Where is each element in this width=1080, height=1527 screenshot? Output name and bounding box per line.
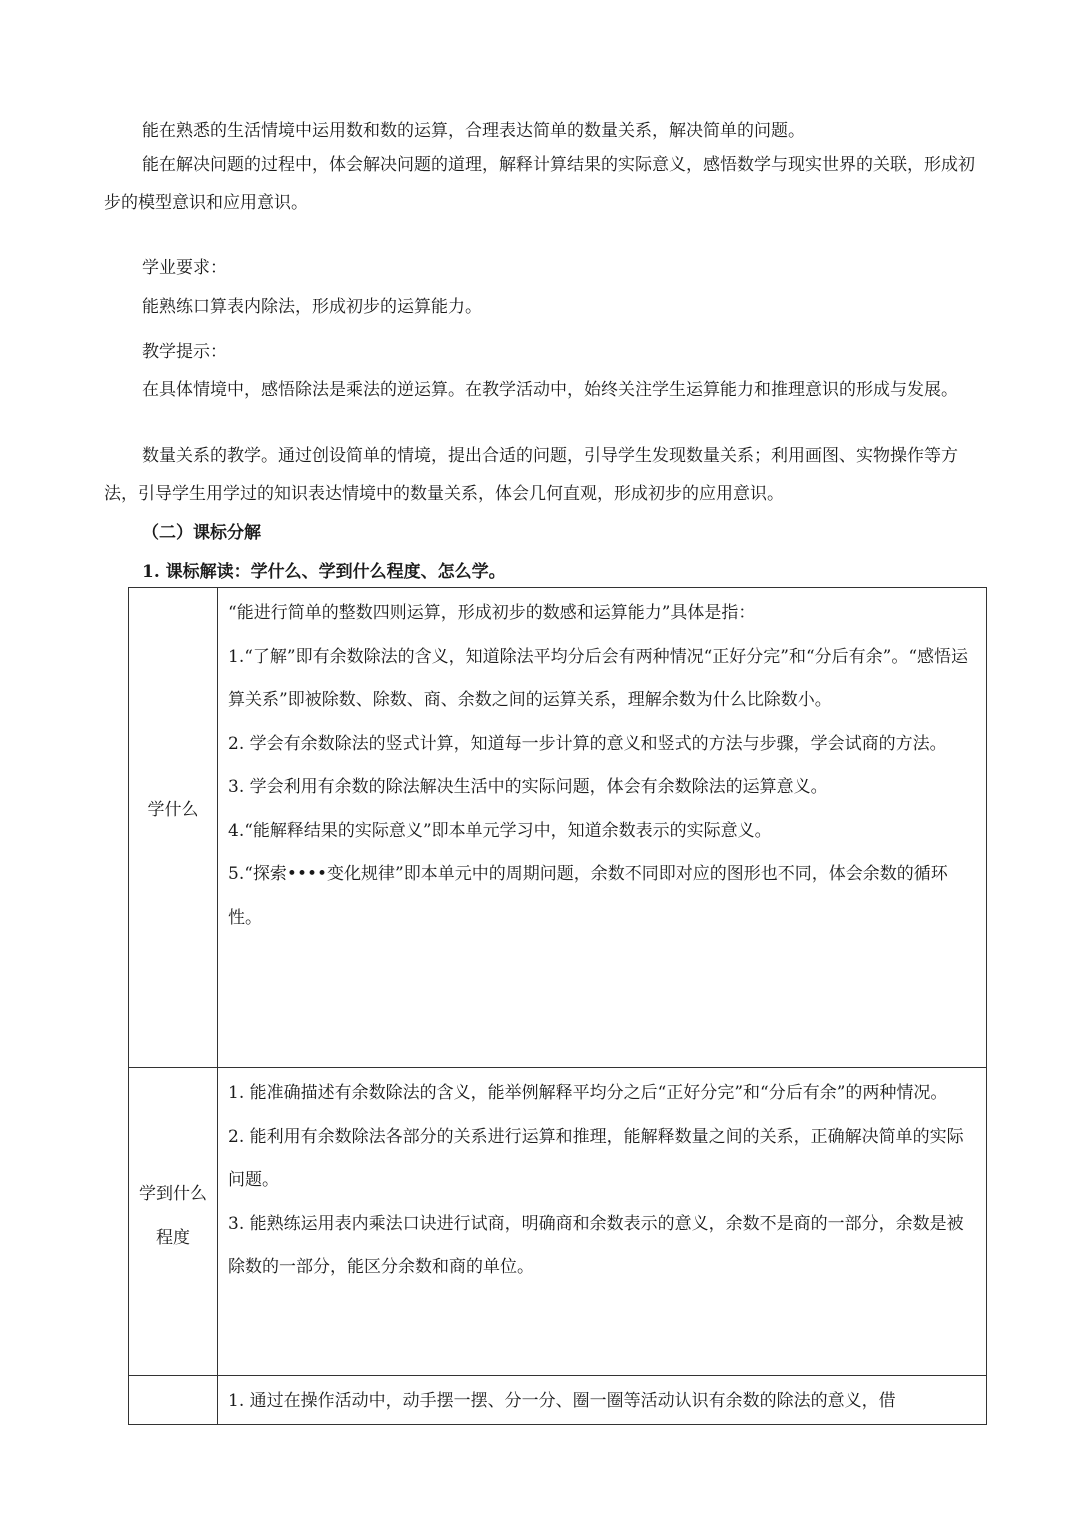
section-heading: （二）课标分解 xyxy=(142,523,261,543)
row-label-cell xyxy=(129,1376,218,1425)
teaching-tips-paragraph-1: 在具体情境中，感悟除法是乘法的逆运算。在教学活动中，始终关注学生运算能力和推理意识的形成与发展。 xyxy=(142,380,958,400)
content-line: 3. 能熟练运用表内乘法口诀进行试商，明确商和余数表示的意义，余数不是商的一部分，余数是被除数的一部分，能区分余数和商的单位。 xyxy=(228,1213,964,1277)
standards-table xyxy=(128,587,987,1425)
row-content-cell xyxy=(218,588,987,1068)
content-line: 2. 能利用有余数除法各部分的关系进行运算和推理，能解释数量之间的关系，正确解决简单的实际问题。 xyxy=(228,1126,964,1190)
section-subheading: 1. 课标解读：学什么、学到什么程度、怎么学。 xyxy=(142,562,506,582)
row-label: 学什么 xyxy=(147,799,199,820)
intro-paragraph-2: 能在解决问题的过程中，体会解决问题的道理，解释计算结果的实际意义，感悟数学与现实世界的关联，形成初步的模型意识和应用意识。 xyxy=(104,155,975,213)
table-row xyxy=(129,588,987,1068)
content-line: 1. 能准确描述有余数除法的含义，能举例解释平均分之后“正好分完”和“分后有余”的两种情况。 xyxy=(228,1083,948,1103)
table-row xyxy=(129,1376,987,1425)
row-label-cell xyxy=(129,588,218,1068)
requirements-heading: 学业要求： xyxy=(142,258,227,278)
row-label-cell xyxy=(129,1068,218,1376)
content-line: 2. 学会有余数除法的竖式计算，知道每一步计算的意义和竖式的方法与步骤，学会试商的方法。 xyxy=(228,733,947,754)
content-line: 1.“了解”即有余数除法的含义，知道除法平均分后会有两种情况“正好分完”和“分后有余”。“感悟运算关系”即被除数、除数、商、余数之间的运算关系，理解余数为什么比除数小。 xyxy=(228,646,969,710)
content-line: 5.“探索••••变化规律”即本单元中的周期问题，余数不同即对应的图形也不同，体会余数的循环性。 xyxy=(228,864,948,928)
content-line: “能进行简单的整数四则运算，形成初步的数感和运算能力”具体是指： xyxy=(228,603,756,623)
row-label: 学到什么程度 xyxy=(139,1183,207,1248)
content-line: 1. 通过在操作活动中，动手摆一摆、分一分、圈一圈等活动认识有余数的除法的意义，借 xyxy=(228,1391,896,1411)
teaching-tips-paragraph-2: 数量关系的教学。通过创设简单的情境，提出合适的问题，引导学生发现数量关系；利用画图、实物操作等方法，引导学生用学过的知识表达情境中的数量关系，体会几何直观，形成初步的应用意识。 xyxy=(104,446,958,504)
table-row xyxy=(129,1068,987,1376)
requirements-text: 能熟练口算表内除法，形成初步的运算能力。 xyxy=(142,297,482,317)
row-content-cell xyxy=(218,1068,987,1376)
content-line: 4.“能解释结果的实际意义”即本单元学习中，知道余数表示的实际意义。 xyxy=(228,820,772,841)
teaching-tips-heading: 教学提示： xyxy=(142,342,227,362)
intro-paragraph-1: 能在熟悉的生活情境中运用数和数的运算，合理表达简单的数量关系，解决简单的问题。 xyxy=(142,121,805,141)
row-content-cell xyxy=(218,1376,987,1425)
content-line: 3. 学会利用有余数的除法解决生活中的实际问题，体会有余数除法的运算意义。 xyxy=(228,777,828,797)
